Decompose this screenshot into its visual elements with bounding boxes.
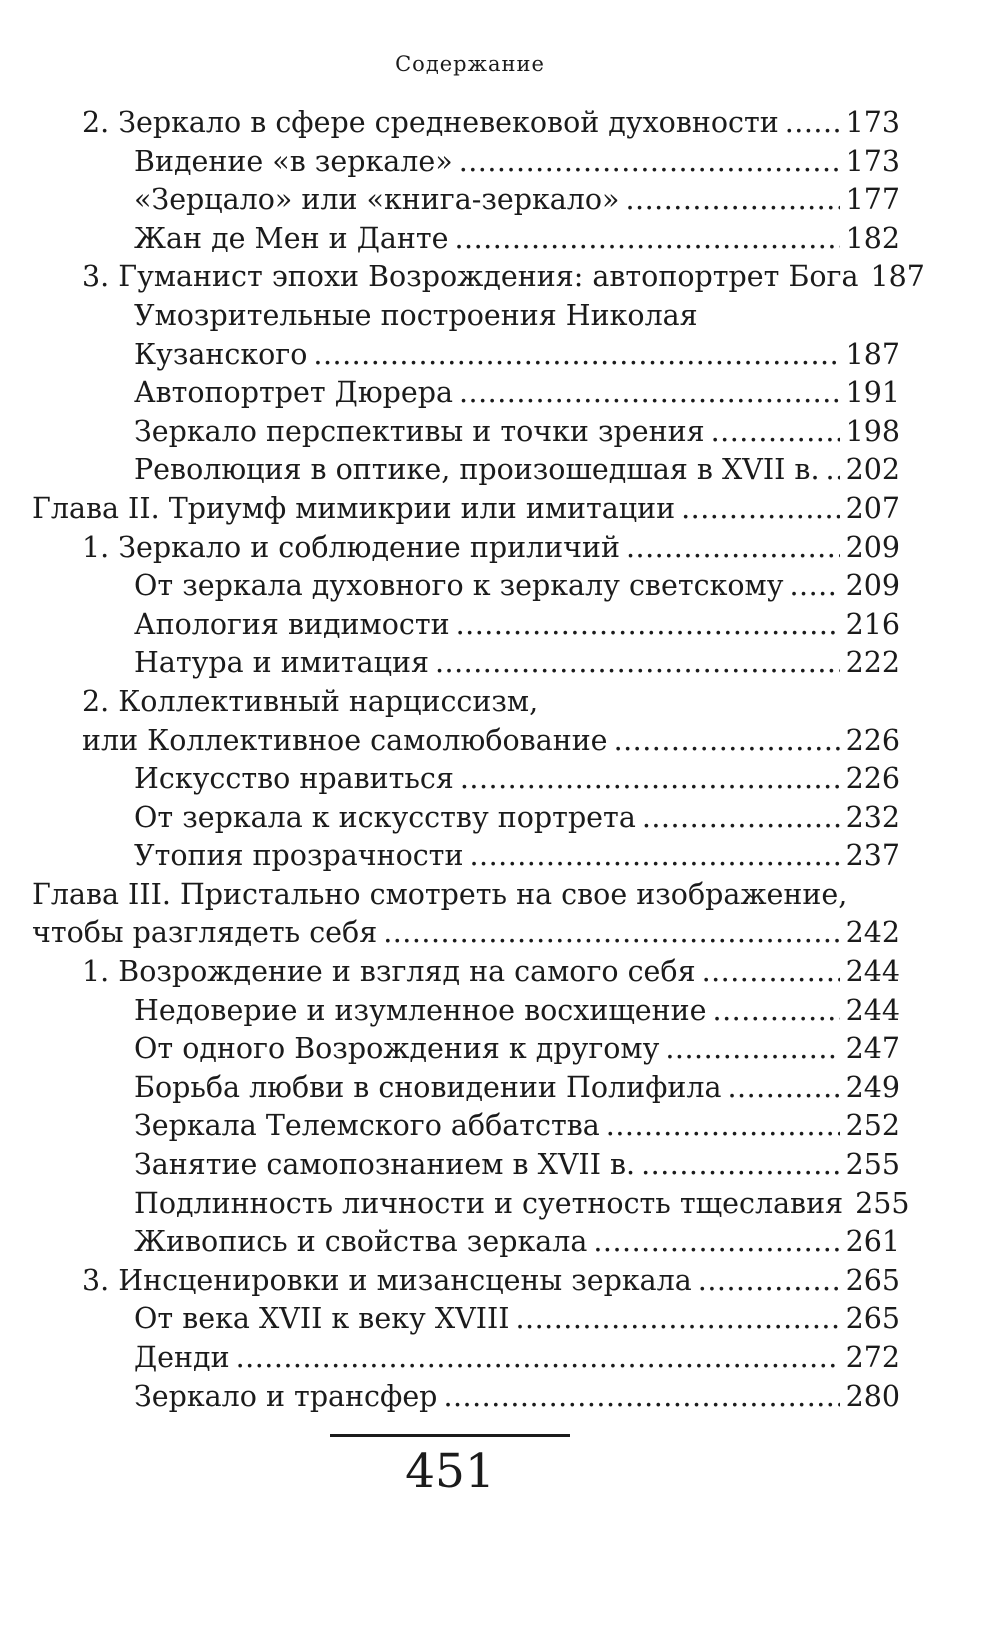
toc-entry-line (82, 258, 925, 297)
toc-entry-line (134, 143, 900, 182)
toc-entry-line (134, 1030, 900, 1069)
toc-entry-line (134, 374, 900, 413)
toc-leader-dots (626, 181, 840, 220)
toc-leader-dots (681, 490, 840, 529)
toc-entry-title: 3. Гуманист эпохи Возрождения: автопортрет Бога (82, 260, 859, 294)
toc-entry-line (134, 567, 900, 606)
toc-entry (32, 529, 900, 568)
toc-entry (32, 683, 900, 760)
toc-entry (32, 1069, 900, 1108)
toc-entry-line (134, 837, 900, 876)
toc-page-number: 265 (845, 1302, 900, 1336)
toc-leader-dots (789, 567, 839, 606)
toc-entry-title: Недоверие и изумленное восхищение (134, 993, 707, 1027)
toc-entry-title: Зеркало и трансфер (134, 1379, 438, 1413)
toc-page-number: 187 (845, 337, 900, 371)
toc-entry (32, 1107, 900, 1146)
toc-entry (32, 104, 900, 143)
toc-entry-title: Видение «в зеркале» (134, 144, 453, 178)
toc-entry (32, 143, 900, 182)
toc-entry-line (32, 876, 900, 915)
toc-leader-dots (515, 1300, 839, 1339)
toc-entry (32, 1030, 900, 1069)
toc-entry-title: Умозрительные построения Николая (134, 298, 698, 332)
toc-entry-line (134, 1107, 900, 1146)
toc-entry-line (134, 606, 900, 645)
toc-entry-title: Глава II. Триумф мимикрии или имитации (32, 491, 676, 525)
toc-leader-dots (460, 760, 840, 799)
toc-page-number: 182 (845, 221, 900, 255)
toc-entry (32, 451, 900, 490)
toc-page-number: 187 (870, 260, 925, 294)
toc-entry (32, 760, 900, 799)
toc-entry-line (134, 799, 900, 838)
toc-entry (32, 876, 900, 953)
toc-entry-line (134, 1378, 900, 1417)
toc-entry-title: Автопортрет Дюрера (134, 376, 453, 410)
toc-page-number: 191 (845, 376, 900, 410)
toc-leader-dots (313, 336, 839, 375)
toc-entry-title: 1. Зеркало и соблюдение приличий (82, 530, 620, 564)
toc-page-number: 242 (845, 916, 900, 950)
toc-entry-title: От зеркала к искусству портрета (134, 800, 636, 834)
toc-entry-line (32, 914, 900, 953)
toc-entry-title: Глава III. Пристально смотреть на свое изображение, (32, 877, 848, 911)
toc-page-number: 207 (845, 491, 900, 525)
toc-page-number: 173 (845, 144, 900, 178)
toc-leader-dots (641, 1146, 839, 1185)
toc-entry (32, 644, 900, 683)
toc-leader-dots (383, 914, 839, 953)
toc-page-number: 261 (845, 1225, 900, 1259)
page-number: 451 (405, 1444, 495, 1499)
toc-entry-title: От зеркала духовного к зеркалу светскому (134, 569, 784, 603)
toc-entry-title: Подлинность личности и суетность тщеславия (134, 1186, 844, 1220)
toc-leader-dots (713, 992, 840, 1031)
toc-entry (32, 181, 900, 220)
toc-entry-title: или Коллективное самолюбование (82, 723, 608, 757)
toc-leader-dots (443, 1378, 839, 1417)
toc-entry-line (134, 336, 900, 375)
toc-page-number: 198 (845, 414, 900, 448)
toc-entry-line (134, 1185, 910, 1224)
toc-page-number: 244 (845, 993, 900, 1027)
toc-page-number: 237 (845, 839, 900, 873)
toc-entry (32, 837, 900, 876)
toc-entry (32, 297, 900, 374)
toc-page-number: 209 (845, 530, 900, 564)
toc-page-number: 177 (845, 183, 900, 217)
toc-page-number: 249 (845, 1070, 900, 1104)
toc-entry-line (134, 1300, 900, 1339)
toc-entry (32, 567, 900, 606)
toc-leader-dots (593, 1223, 839, 1262)
toc-entry (32, 992, 900, 1031)
toc-entry (32, 1146, 900, 1185)
toc-entry (32, 1262, 900, 1301)
toc-page-number: 222 (845, 646, 900, 680)
toc-entry (32, 1378, 900, 1417)
toc-leader-dots (236, 1339, 840, 1378)
running-header: Содержание (395, 52, 545, 76)
toc-page-number: 255 (845, 1148, 900, 1182)
toc-entry-title: 3. Инсценировки и мизансцены зеркала (82, 1263, 692, 1297)
toc-leader-dots (626, 529, 840, 568)
toc-entry-title: Натура и имитация (134, 646, 429, 680)
toc-entry (32, 258, 925, 297)
toc-leader-dots (727, 1069, 839, 1108)
toc-entry-line (134, 1069, 900, 1108)
toc-entry-line (134, 220, 900, 259)
toc-entry-title: Революция в оптике, произошедшая в XVII в. (134, 453, 820, 487)
toc-entry-title: От века XVII к веку XVIII (134, 1302, 510, 1336)
toc-leader-dots (826, 451, 840, 490)
toc-entry-title: Денди (134, 1341, 230, 1374)
toc-entry-title: Апология видимости (134, 607, 450, 641)
toc-leader-dots (665, 1030, 839, 1069)
toc-entry-line (134, 992, 900, 1031)
toc-entry (32, 413, 900, 452)
toc-entry-line (134, 644, 900, 683)
toc-entry-line (134, 760, 900, 799)
toc-entry (32, 1300, 900, 1339)
toc-entry (32, 1223, 900, 1262)
toc-entry-title: Кузанского (134, 337, 308, 371)
toc-entry (32, 490, 900, 529)
toc-entry-title: Зеркало перспективы и точки зрения (134, 414, 705, 448)
toc-leader-dots (469, 837, 839, 876)
toc-entry-line (82, 953, 900, 992)
toc-entry-title: Борьба любви в сновидении Полифила (134, 1070, 722, 1104)
toc-entry-line (134, 1339, 900, 1378)
toc-entry (32, 1185, 910, 1224)
toc-entry-line (134, 1146, 900, 1185)
toc-entry-line (82, 529, 900, 568)
toc-entry-line (134, 297, 900, 336)
toc-entry-title: Занятие самопознанием в XVII в. (134, 1148, 636, 1182)
toc-entry-title: чтобы разглядеть себя (32, 916, 378, 950)
table-of-contents (32, 104, 925, 1416)
toc-page-number: 272 (845, 1341, 900, 1374)
toc-leader-dots (606, 1107, 840, 1146)
toc-page-number: 173 (845, 106, 900, 139)
toc-entry-line (32, 490, 900, 529)
toc-leader-dots (785, 104, 840, 143)
toc-page-number: 244 (845, 955, 900, 989)
footer-rule (330, 1434, 570, 1437)
toc-entry-line (134, 1223, 900, 1262)
toc-entry-title: «Зерцало» или «книга-зеркало» (134, 183, 620, 217)
toc-entry-title: 1. Возрождение и взгляд на самого себя (82, 955, 696, 989)
toc-page-number: 232 (845, 800, 900, 834)
toc-leader-dots (459, 143, 840, 182)
toc-page-number: 216 (845, 607, 900, 641)
toc-leader-dots (698, 1262, 840, 1301)
toc-entry-title: 2. Зеркало в сфере средневековой духовности (82, 106, 779, 139)
toc-leader-dots (459, 374, 840, 413)
toc-entry-line (82, 722, 900, 761)
toc-entry-line (82, 1262, 900, 1301)
toc-page-number: 252 (845, 1109, 900, 1143)
toc-page-number: 247 (845, 1032, 900, 1066)
toc-leader-dots (456, 606, 840, 645)
toc-entry-line (134, 413, 900, 452)
toc-page-number: 226 (845, 762, 900, 796)
toc-entry-title: Утопия прозрачности (134, 839, 464, 873)
toc-entry-title: Зеркала Телемского аббатства (134, 1109, 600, 1143)
toc-entry (32, 799, 900, 838)
toc-entry (32, 953, 900, 992)
toc-leader-dots (702, 953, 840, 992)
toc-entry-title: 2. Коллективный нарциссизм, (82, 684, 539, 718)
toc-entry (32, 1339, 900, 1378)
toc-entry-line (82, 683, 900, 722)
toc-page-number: 280 (845, 1379, 900, 1413)
toc-page-number: 202 (845, 453, 900, 487)
toc-leader-dots (455, 220, 840, 259)
toc-page-number: 255 (855, 1186, 910, 1220)
toc-page-number: 209 (845, 569, 900, 603)
toc-page-number: 265 (845, 1263, 900, 1297)
toc-entry (32, 220, 900, 259)
toc-entry-title: Живопись и свойства зеркала (134, 1225, 588, 1259)
toc-entry (32, 606, 900, 645)
toc-leader-dots (435, 644, 840, 683)
toc-leader-dots (614, 722, 840, 761)
toc-entry-line (82, 104, 900, 143)
toc-entry-line (134, 181, 900, 220)
toc-entry-title: Искусство нравиться (134, 762, 454, 796)
toc-entry-title: От одного Возрождения к другому (134, 1032, 660, 1066)
toc-leader-dots (711, 413, 840, 452)
toc-leader-dots (642, 799, 840, 838)
toc-entry-line (134, 451, 900, 490)
toc-entry (32, 374, 900, 413)
toc-page-number: 226 (845, 723, 900, 757)
toc-entry-title: Жан де Мен и Данте (134, 221, 449, 255)
